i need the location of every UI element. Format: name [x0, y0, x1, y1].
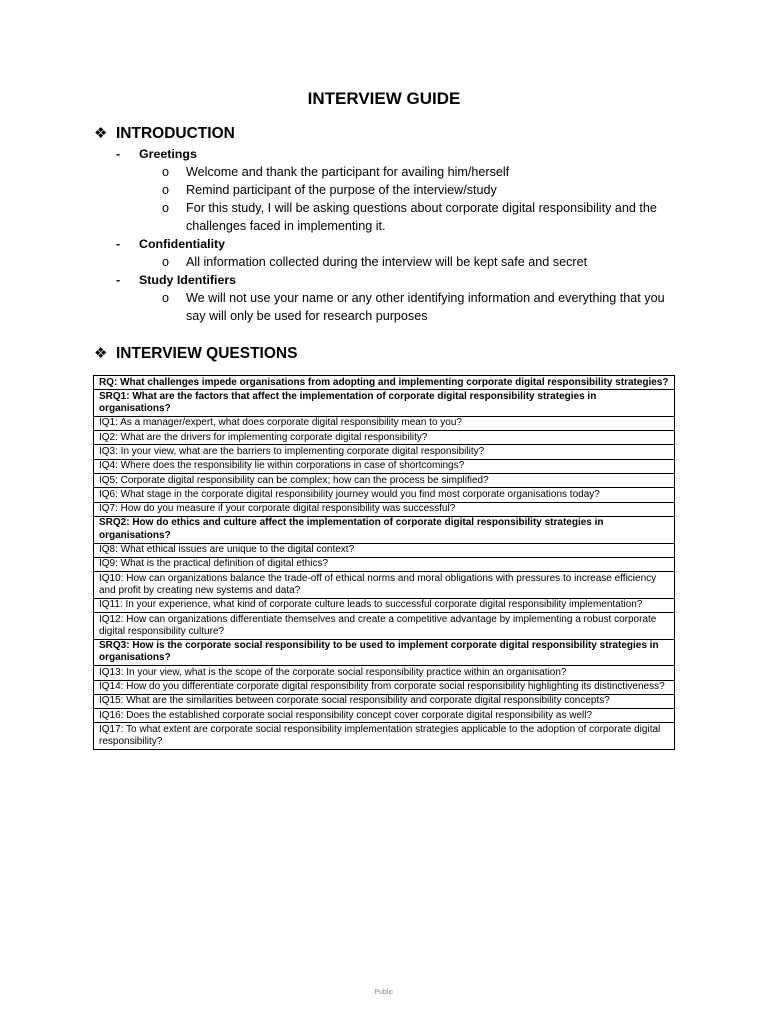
intro-section-label	[0, 145, 768, 163]
interview-question-row	[94, 666, 675, 680]
question-cell: IQ5: Corporate digital responsibility can be complex; how can the process be simplified?	[94, 474, 675, 488]
interview-question-row	[94, 474, 675, 488]
question-cell: IQ15: What are the similarities between corporate social responsibility and corporate digital responsibility concepts?	[94, 694, 675, 708]
circle-bullet-icon: o	[162, 183, 170, 197]
interview-question-row	[94, 543, 675, 557]
intro-list-item	[0, 181, 768, 199]
interview-question-row	[94, 459, 675, 473]
interview-question-row	[94, 445, 675, 459]
diamond-bullet-icon: ❖	[94, 125, 108, 142]
research-question-row	[94, 376, 675, 390]
research-question-row	[94, 516, 675, 543]
interview-question-row	[94, 431, 675, 445]
question-cell: IQ10: How can organizations balance the trade-off of ethical norms and moral obligations with pressures to increase efficiency and profit by creating new systems and data?	[94, 572, 675, 599]
intro-section-label-text: Study Identifiers	[139, 273, 237, 287]
interview-questions-heading	[94, 344, 297, 364]
question-cell: IQ17: To what extent are corporate social responsibility implementation strategies applicable to the adoption of corporate digital responsibility?	[94, 723, 675, 750]
question-cell: IQ7: How do you measure if your corporate digital responsibility was successful?	[94, 502, 675, 516]
interview-questions-heading-text: INTERVIEW QUESTIONS	[116, 345, 298, 362]
classification-label: Public	[374, 989, 394, 996]
question-cell: IQ8: What ethical issues are unique to the digital context?	[94, 543, 675, 557]
interview-question-row	[94, 572, 675, 599]
interview-question-row	[94, 416, 675, 430]
research-question-row	[94, 639, 675, 666]
interview-questions-table	[93, 375, 675, 750]
dash-bullet-icon: -	[116, 237, 121, 251]
circle-bullet-icon: o	[162, 291, 170, 305]
question-cell: IQ4: Where does the responsibility lie within corporations in case of shortcomings?	[94, 459, 675, 473]
interview-question-row	[94, 613, 675, 640]
circle-bullet-icon: o	[162, 255, 170, 269]
interview-question-row	[94, 694, 675, 708]
question-cell: IQ14: How do you differentiate corporate digital responsibility from corporate social responsibility highlighting its distinctiveness?	[94, 680, 675, 694]
circle-bullet-icon: o	[162, 201, 170, 215]
interview-question-row	[94, 680, 675, 694]
interview-question-row	[94, 557, 675, 571]
research-question-row	[94, 390, 675, 417]
question-cell: IQ16: Does the established corporate social responsibility concept cover corporate digital responsibility as well?	[94, 709, 675, 723]
question-cell: SRQ2: How do ethics and culture affect the implementation of corporate digital responsibility strategies in organisations?	[94, 516, 675, 543]
question-cell: IQ12: How can organizations differentiate themselves and create a competitive advantage by implementing a robust corporate digital responsibility culture?	[94, 613, 675, 640]
dash-bullet-icon: -	[116, 147, 121, 161]
introduction-heading-text: INTRODUCTION	[116, 125, 235, 142]
circle-bullet-icon: o	[162, 165, 170, 179]
intro-list-item-text: Remind participant of the purpose of the interview/study	[186, 183, 497, 197]
question-cell: IQ1: As a manager/expert, what does corporate digital responsibility mean to you?	[94, 416, 675, 430]
diamond-bullet-icon: ❖	[94, 345, 108, 362]
dash-bullet-icon: -	[116, 273, 121, 287]
question-cell: IQ3: In your view, what are the barriers to implementing corporate digital responsibility?	[94, 445, 675, 459]
interview-question-row	[94, 488, 675, 502]
question-cell: IQ13: In your view, what is the scope of the corporate social responsibility practice within an organisation?	[94, 666, 675, 680]
interview-question-row	[94, 723, 675, 750]
intro-list-item-text: Welcome and thank the participant for availing him/herself	[186, 165, 510, 179]
interview-question-row	[94, 709, 675, 723]
interview-question-row	[94, 502, 675, 516]
question-cell: SRQ3: How is the corporate social responsibility to be used to implement corporate digital responsibility strategies in organisations?	[94, 639, 675, 666]
intro-list-item	[0, 289, 768, 325]
introduction-heading	[94, 124, 235, 144]
introduction-list	[0, 145, 768, 325]
question-cell: IQ2: What are the drivers for implementing corporate digital responsibility?	[94, 431, 675, 445]
intro-list-item	[0, 163, 768, 181]
intro-list-item-text: We will not use your name or any other identifying information and everything that you say will only be used for research purposes	[186, 291, 665, 323]
intro-section-label-text: Confidentiality	[139, 237, 226, 251]
intro-list-item-text: For this study, I will be asking questions about corporate digital responsibility and the challenges faced in implementing it.	[186, 201, 657, 233]
intro-section-label	[0, 271, 768, 289]
question-cell: IQ6: What stage in the corporate digital responsibility journey would you find most corporate organisations today?	[94, 488, 675, 502]
page-title: INTERVIEW GUIDE	[307, 89, 461, 108]
intro-section-label	[0, 235, 768, 253]
question-cell: IQ9: What is the practical definition of digital ethics?	[94, 557, 675, 571]
intro-section-label-text: Greetings	[139, 147, 197, 161]
question-cell: RQ: What challenges impede organisations from adopting and implementing corporate digital responsibility strategies?	[94, 376, 675, 390]
intro-list-item	[0, 199, 768, 235]
intro-list-item	[0, 253, 768, 271]
interview-question-row	[94, 598, 675, 612]
intro-list-item-text: All information collected during the interview will be kept safe and secret	[186, 255, 588, 269]
question-cell: SRQ1: What are the factors that affect the implementation of corporate digital responsibility strategies in organisations?	[94, 390, 675, 417]
question-cell: IQ11: In your experience, what kind of corporate culture leads to successful corporate digital responsibility implementation?	[94, 598, 675, 612]
